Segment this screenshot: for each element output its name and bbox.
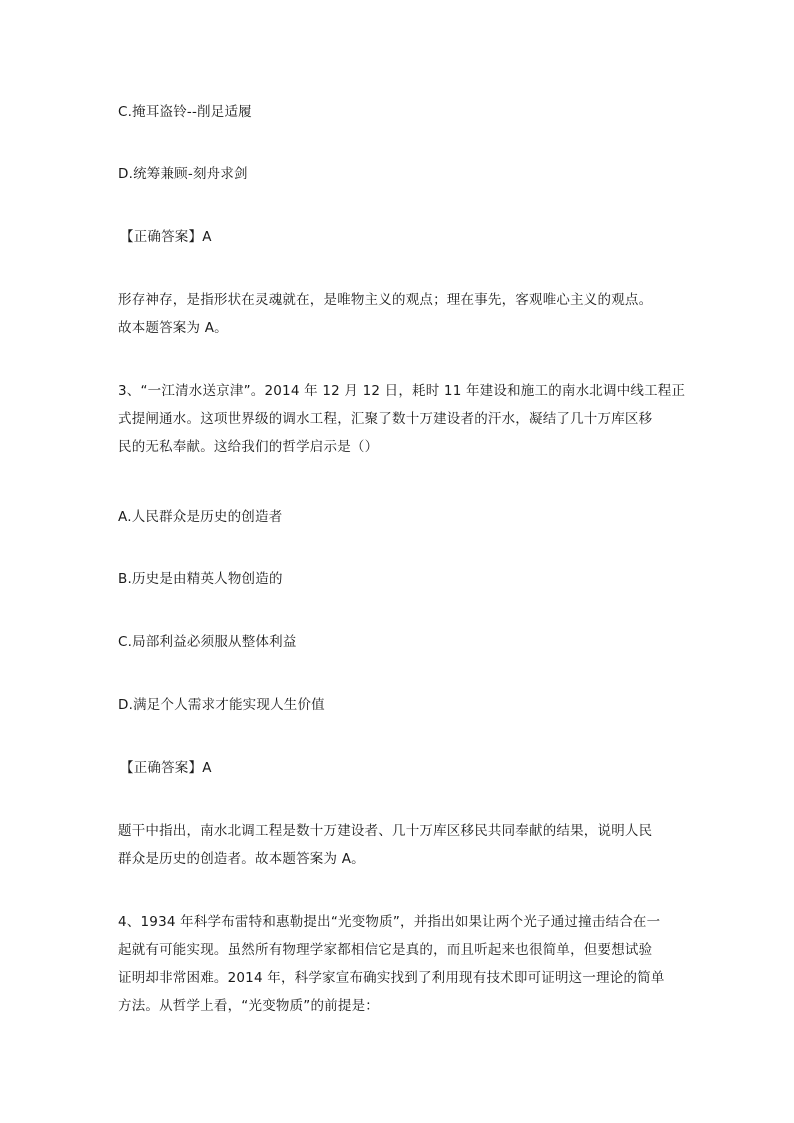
q4-stem-line-4: 方法。从哲学上看，“光变物质”的前提是：	[118, 998, 379, 1014]
q4-stem-line-1: 4、1934 年科学布雷特和惠勒提出“光变物质”，并指出如果让两个光子通过撞击结合在一	[118, 914, 661, 930]
q4-stem-line-2: 起就有可能实现。虽然所有物理学家都相信它是真的，而且听起来也很简单，但要想试验	[118, 942, 653, 958]
q3-stem-line-2: 式提闸通水。这项世界级的调水工程，汇聚了数十万建设者的汗水，凝结了几十万库区移	[118, 411, 653, 427]
q3-stem-line-1: 3、“一江清水送京津”。2014 年 12 月 12 日，耗时 11 年建设和施工的南水北调中线工程正	[118, 383, 686, 399]
q2-explanation-line-2: 故本题答案为 A。	[118, 320, 228, 336]
q3-option-c: C.局部利益必须服从整体利益	[118, 634, 297, 650]
q3-option-a: A.人民群众是历史的创造者	[118, 509, 283, 525]
q3-option-b: B.历史是由精英人物创造的	[118, 571, 283, 587]
q2-explanation-line-1: 形存神存，是指形状在灵魂就在，是唯物主义的观点；理在事先，客观唯心主义的观点。	[118, 292, 653, 308]
q2-answer: 【正确答案】A	[120, 229, 212, 245]
q4-stem-line-3: 证明却非常困难。2014 年，科学家宣布确实找到了利用现有技术即可证明这一理论的简单	[118, 970, 665, 986]
q2-option-c: C.掩耳盗铃--削足适履	[118, 104, 252, 120]
q3-explanation-line-2: 群众是历史的创造者。故本题答案为 A。	[118, 851, 365, 867]
q3-stem-line-3: 民的无私奉献。这给我们的哲学启示是（）	[118, 439, 379, 455]
q2-option-d: D.统筹兼顾-刻舟求剑	[118, 166, 248, 182]
q3-option-d: D.满足个人需求才能实现人生价值	[118, 697, 325, 713]
q3-explanation-line-1: 题干中指出，南水北调工程是数十万建设者、几十万库区移民共同奉献的结果，说明人民	[118, 823, 653, 839]
q3-answer: 【正确答案】A	[120, 760, 212, 776]
